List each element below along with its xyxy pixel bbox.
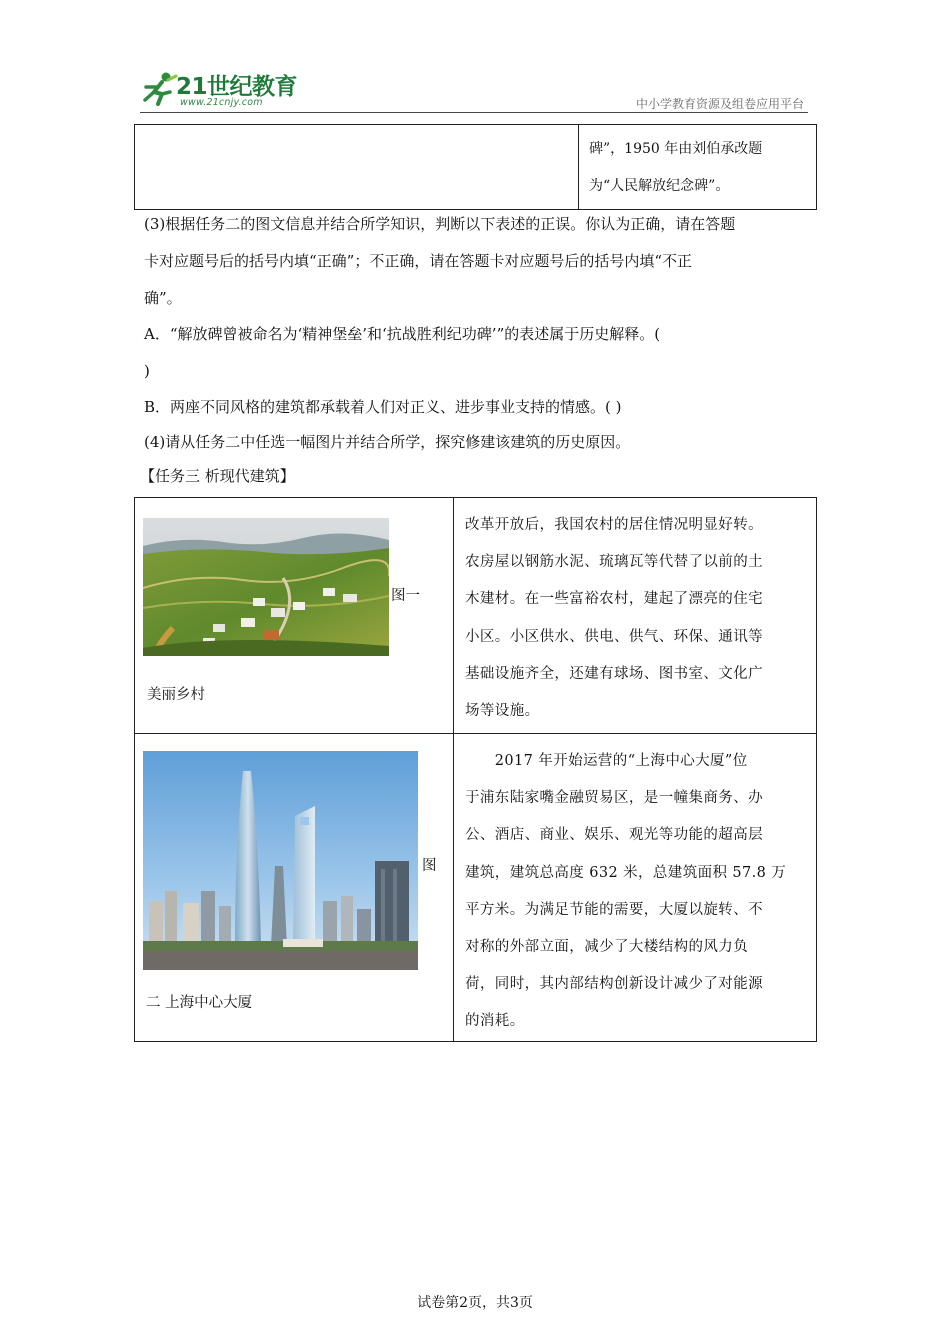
text-line: 平方米。为满足节能的需要，大厦以旋转、不 — [465, 901, 763, 918]
logo-text: 21世纪教育 — [176, 74, 298, 100]
runner-logo-icon — [140, 70, 180, 110]
logo — [140, 70, 310, 114]
task3-table — [134, 497, 817, 1042]
text-line: 公、酒店、商业、娱乐、观光等功能的超高层 — [465, 827, 763, 844]
figure-cell-tower — [135, 734, 454, 1042]
table-row — [135, 125, 817, 210]
table-cell-empty — [135, 125, 579, 210]
figure2-label: 图 — [422, 858, 437, 874]
text-line: 的消耗。 — [465, 1013, 525, 1030]
text-cell-village — [454, 498, 817, 734]
table-row — [135, 734, 817, 1042]
text-line: 木建材。在一些富裕农村，建起了漂亮的住宅 — [465, 591, 763, 608]
logo-url: www.21cnjy.com — [180, 97, 263, 108]
question3-option-b: B．两座不同风格的建筑都承载着人们对正义、进步事业支持的情感。( ) — [144, 398, 622, 416]
text-line: 小区。小区供水、供电、供气、环保、通讯等 — [465, 628, 763, 645]
question3-line2: 卡对应题号后的括号内填“正确”；不正确，请在答题卡对应题号后的括号内填“不正 — [144, 252, 693, 270]
cell-line: 为“人民解放纪念碑”。 — [589, 178, 730, 194]
figure2-caption: 二 上海中心大厦 — [146, 995, 253, 1011]
text-line: 对称的外部立面，减少了大楼结构的风力负 — [465, 939, 749, 956]
question3-line1: (3)根据任务二的图文信息并结合所学知识，判断以下表述的正误。你认为正确，请在答题 — [144, 215, 736, 233]
question3-line3: 确”。 — [144, 289, 182, 307]
question3-option-a-cont: ) — [144, 362, 150, 380]
text-line: 于浦东陆家嘴金融贸易区，是一幢集商务、办 — [465, 790, 763, 807]
cell-line: 碑”，1950 年由刘伯承改题 — [589, 141, 763, 157]
task2-table-continued — [134, 124, 817, 210]
page-footer: 试卷第2页，共3页 — [417, 1295, 533, 1311]
text-line: 建筑，建筑总高度 632 米，总建筑面积 57.8 万 — [465, 864, 787, 881]
text-line: 荷，同时，其内部结构创新设计减少了对能源 — [465, 976, 763, 993]
figure1-caption: 美丽乡村 — [147, 687, 205, 703]
table-row — [135, 498, 817, 734]
figure1-label: 图一 — [391, 588, 420, 604]
question3-option-a: A．“解放碑曾被命名为‘精神堡垒’和‘抗战胜利纪功碑’”的表述属于历史解释。( — [144, 325, 661, 343]
text-cell-tower — [454, 734, 817, 1042]
header-divider — [140, 112, 808, 113]
table-cell-text — [579, 125, 817, 210]
question4: (4)请从任务二中任选一幅图片并结合所学，探究修建该建筑的历史原因。 — [144, 433, 631, 451]
text-line: 场等设施。 — [465, 703, 540, 720]
village-photo — [143, 518, 389, 656]
text-line: 农房屋以钢筋水泥、琉璃瓦等代替了以前的土 — [465, 554, 763, 571]
text-line: 2017 年开始运营的“上海中心大厦”位 — [465, 753, 748, 769]
figure-cell-village — [135, 498, 454, 734]
page-header — [140, 68, 808, 114]
shanghai-tower-photo — [143, 751, 418, 970]
text-line: 基础设施齐全，还建有球场、图书室、文化广 — [465, 665, 763, 682]
task3-title: 【任务三 析现代建筑】 — [140, 467, 295, 485]
text-line: 改革开放后，我国农村的居住情况明显好转。 — [465, 517, 763, 533]
platform-name: 中小学教育资源及组卷应用平台 — [635, 97, 804, 111]
